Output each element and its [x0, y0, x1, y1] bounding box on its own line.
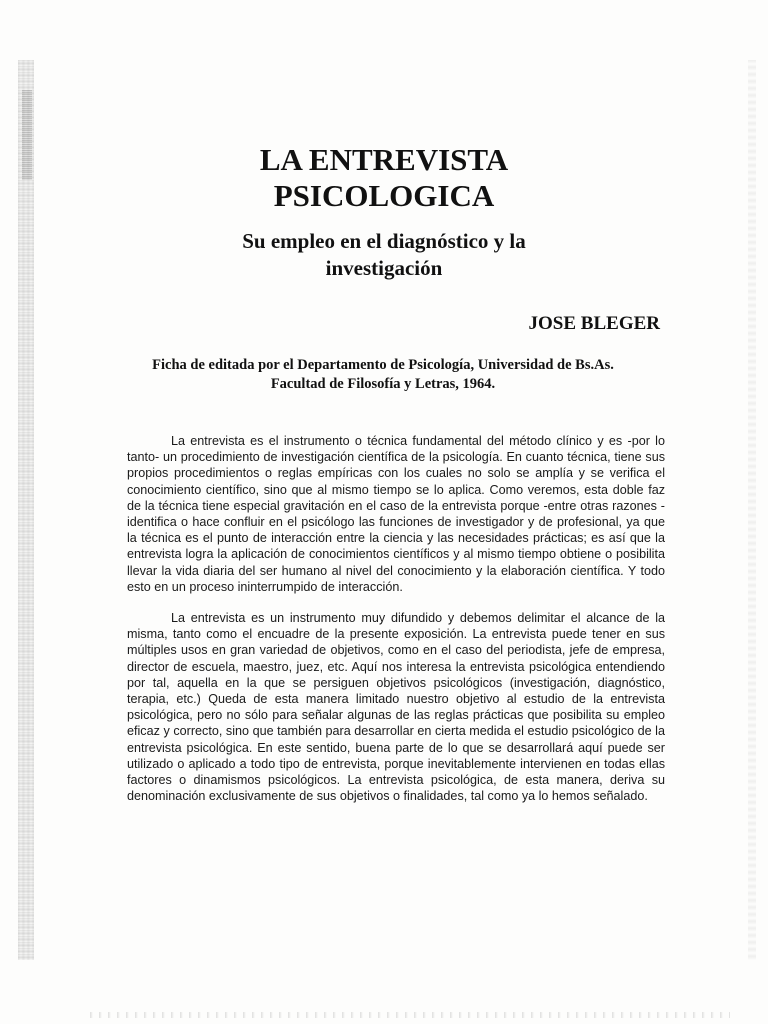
body-text	[127, 433, 665, 819]
paragraph: La entrevista es el instrumento o técnica fundamental del método clínico y es -por lo tanto- un procedimiento de investigación científica de la psicología. En cuanto técnica, tiene sus propios procedimientos o reglas empíricas con los cuales no solo se amplía y se verifica el conocimiento científico, sino que al mismo tiempo se lo aplica. Como veremos, esta doble faz de la técnica tiene especial gravitación en el caso de la entrevista porque -entre otras razones - identifica o hace confluir en el psicólogo las funciones de investigador y de profesional, ya que la técnica es el punto de interacción entre la ciencia y las necesidades prácticas; es así que la entrevista logra la aplicación de conocimientos científicos y al mismo tiempo obtiene o posibilita llevar la vida diaria del ser humano al nivel del conocimiento y la elaboración científica. Y todo esto en un proceso ininterrumpido de interacción.	[127, 434, 665, 594]
source-note	[100, 356, 666, 394]
source-line-2: Facultad de Filosofía y Letras, 1964.	[270, 376, 496, 392]
author-name: JOSE BLEGER	[528, 313, 660, 334]
document-subtitle	[0, 228, 768, 282]
document-title	[0, 142, 768, 214]
subtitle-line-1: Su empleo en el diagnóstico y la	[242, 229, 526, 253]
source-line-1: Ficha de editada por el Departamento de Psicología, Universidad de Bs.As.	[152, 357, 614, 373]
title-line-2: PSICOLOGICA	[273, 178, 495, 213]
subtitle-line-2: investigación	[325, 256, 443, 280]
paragraph: La entrevista es un instrumento muy difundido y debemos delimitar el alcance de la misma, tanto como el encuadre de la presente exposición. La entrevista puede tener en sus múltiples usos en gran variedad de objetivos, como en el caso del periodista, jefe de empresa, director de escuela, maestro, juez, etc. Aquí nos interesa la entrevista psicológica entendiendo por tal, aquella en la que se persiguen objetivos psicológicos (investigación, diagnóstico, terapia, etc.) Queda de esta manera limitado nuestro objetivo al estudio de la entrevista psicológica, pero no sólo para señalar algunas de las reglas prácticas que posibilita su empleo eficaz y correcto, sino que también para desarrollar en cierta medida el estudio psicológico de la entrevista psicológica. En este sentido, buena parte de lo que se desarrollará aquí puede ser utilizado o aplicado a todo tipo de entrevista, porque inevitablemente intervienen en todas ellas factores o dinamismos psicológicos. La entrevista psicológica, de esta manera, deriva su denominación exclusivamente de sus objetivos o finalidades, tal como ya lo hemos señalado.	[127, 611, 665, 804]
title-line-1: LA ENTREVISTA	[259, 142, 509, 177]
scan-edge-bottom	[90, 1012, 730, 1018]
